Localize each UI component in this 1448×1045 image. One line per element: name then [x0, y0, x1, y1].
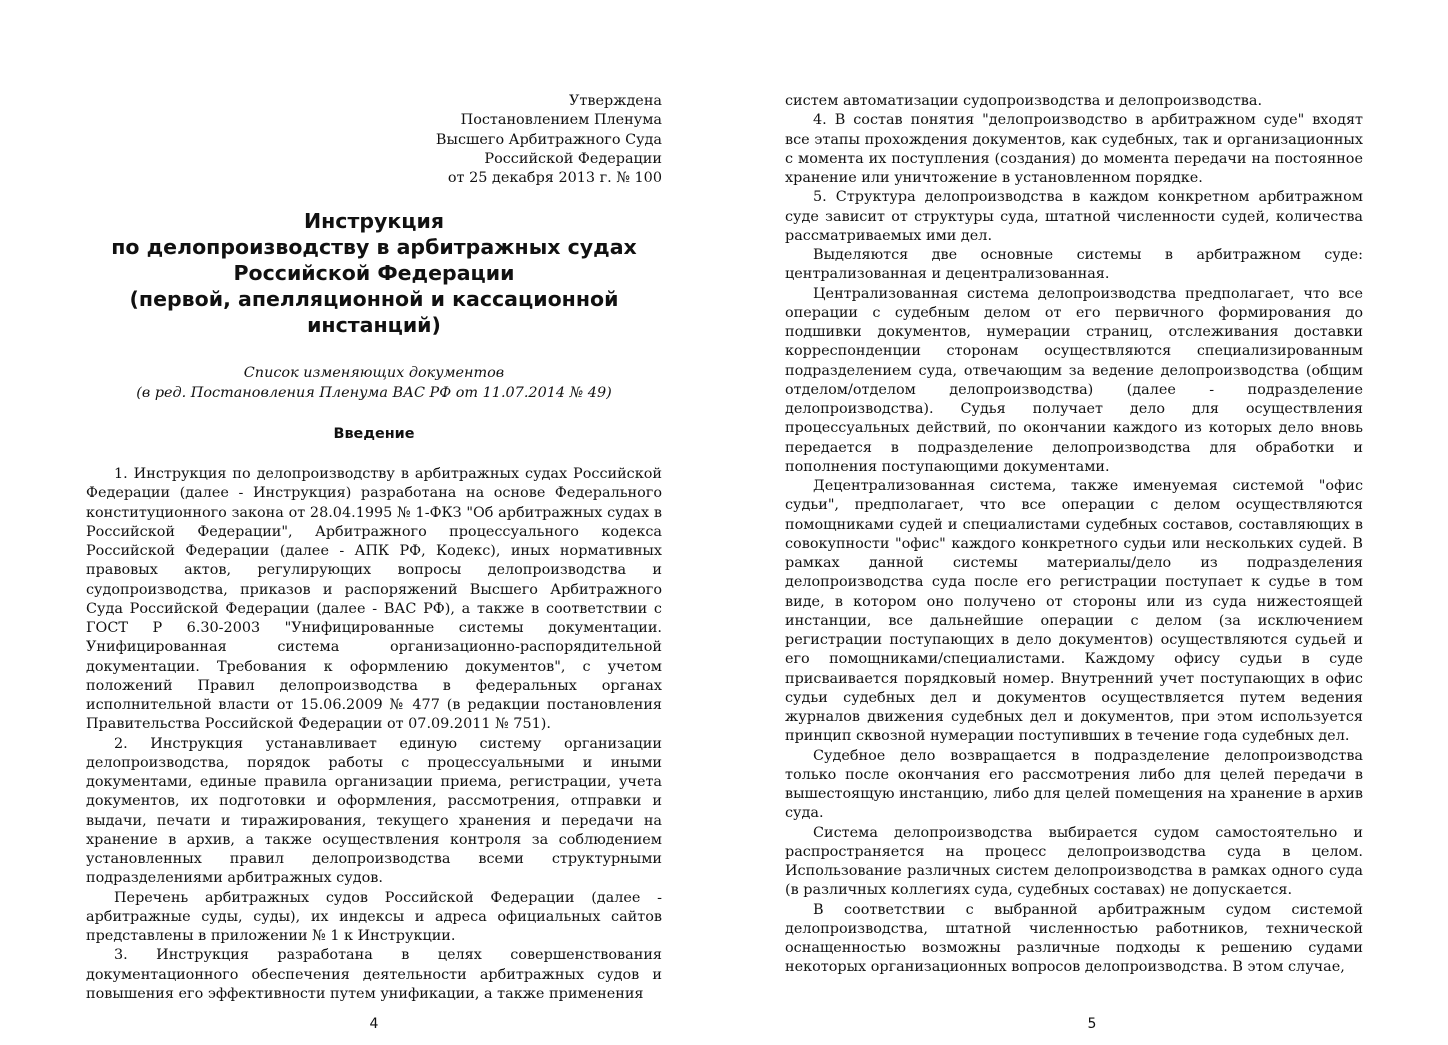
title-line: по делопроизводству в арбитражных судах [111, 235, 637, 260]
approval-line: Российской Федерации [484, 150, 662, 167]
left-paragraphs [86, 465, 662, 1004]
title-line: Инструкция [303, 209, 445, 234]
paragraph: Система делопроизводства выбирается судом самостоятельно и распространяется на процесс делопроизводства суда в целом. Использование различных систем делопроизводства в рамках одного суда (в различных коллегиях суда, судебных составах) не допускается. [785, 824, 1363, 899]
document-title [86, 208, 662, 338]
approval-block [86, 92, 662, 188]
paragraph: Выделяются две основные системы в арбитражном суде: централизованная и децентрализованная. [785, 247, 1363, 283]
paragraph: Судебное дело возвращается в подразделение делопроизводства только после окончания его рассмотрения либо для целей передачи в вышестоящую инстанцию, либо для целей помещения на хранение в архив суда. [785, 747, 1363, 822]
paragraph: Перечень арбитражных судов Российской Федерации (далее - арбитражные суды, суды), их индексы и адреса официальных сайтов представлены в приложении № 1 к Инструкции. [86, 889, 662, 944]
title-line: инстанций) [307, 313, 441, 338]
paragraph: 2. Инструкция устанавливает единую систему организации делопроизводства, порядок работы с процессуальными и иными документами, единые правила организации приема, регистрации, учета документов, их подготовки и оформления, рассмотрения, отправки и выдачи, печати и тиражирования, текущего хранения и передачи на хранение в архив, а также осуществления контроля за соблюдением установленных правил делопроизводства всеми структурными подразделениями арбитражных судов. [86, 735, 662, 887]
paragraph: Децентрализованная система, также именуемая системой "офис судьи", предполагает, что все операции с делом осуществляются помощниками судей и специалистами судебных составов, составляющих в совокупности "офис" каждого конкретного судьи или нескольких судей. В рамках данной системы материалы/дело из подразделения делопроизводства суда после его регистрации поступает к судье в том виде, в котором оно получено от стороны или из суда нижестоящей инстанции, все дальнейшие операции с делом (за исключением регистрации поступающих в дело документов) осуществляются судьей и его помощниками/специалистами. Каждому офису судьи в суде присваивается порядковый номер. Внутренний учет поступающих в офис судьи судебных дел и документов осуществляется путем ведения журналов движения судебных дел и документов, при этом используется принцип сквозной нумерации поступивших в течение года судебных дел. [785, 478, 1363, 745]
changes-list-reference: (в ред. Постановления Пленума ВАС РФ от 11.07.2014 № 49) [136, 384, 612, 401]
paragraph: Централизованная система делопроизводства предполагает, что все операции с судебным делом от его первичного формирования до подшивки документов, нумерации страниц, отслеживания доставки корреспонденции сторонам осуществляются специализированным подразделением суда, отвечающим за ведение делопроизводства (общим отделом/отделом делопроизводства) (далее - подразделение делопроизводства). Судья получает дело для осуществления процессуальных действий, по окончании каждого из которых дело вновь передается в подразделение делопроизводства для обработки и пополнения поступающими документами. [785, 285, 1363, 475]
title-line: (первой, апелляционной и кассационной [129, 287, 619, 312]
page-number: 5 [1087, 1016, 1097, 1032]
right-page-content [785, 92, 1363, 978]
paragraph: 4. В состав понятия "делопроизводство в арбитражном суде" входят все этапы прохождения документов, как судебных, так и организационных с момента их поступления (создания) до момента передачи на постоянное хранение или уничтожение в установленном порядке. [785, 112, 1363, 186]
paragraph-continuation: систем автоматизации судопроизводства и делопроизводства. [785, 93, 1263, 109]
left-page-content [86, 92, 662, 1004]
paragraph: В соответствии с выбранной арбитражным судом системой делопроизводства, штатной численностью работников, технической оснащенностью возможны различные подходы к решению судами некоторых организационных вопросов делопроизводства. В этом случае, [785, 901, 1363, 976]
approval-line: Постановлением Пленума [460, 112, 662, 129]
paragraph: 5. Структура делопроизводства в каждом конкретном арбитражном суде зависит от структуры суда, штатной численности судей, количества рассматриваемых ими дел. [785, 189, 1363, 244]
approval-line: Утверждена [569, 93, 662, 109]
approval-line: Высшего Арбитражного Суда [435, 131, 662, 148]
right-page [724, 0, 1448, 1045]
paragraph: 3. Инструкция разработана в целях совершенствования документационного обеспечения деятельности арбитражных судов и повышения его эффективности путем унификации, а также применения [86, 947, 662, 1002]
title-line: Российской Федерации [233, 261, 515, 286]
paragraph: 1. Инструкция по делопроизводству в арбитражных судах Российской Федерации (далее - Инструкция) разработана на основе Федерального конституционного закона от 28.04.1995 № 1-ФКЗ "Об арбитражных судах в Российской Федерации", Арбитражного процессуального кодекса Российской Федерации (далее - АПК РФ, Кодекс), иных нормативных правовых актов, регулирующих вопросы делопроизводства и судопроизводства, приказов и распоряжений Высшего Арбитражного Суда Российской Федерации (далее - ВАС РФ), а также в соответствии с ГОСТ Р 6.30-2003 "Унифицированные системы документации. Унифицированная система организационно-распорядительной документации. Требования к оформлению документов", с учетом положений Правил делопроизводства в федеральных органах исполнительной власти от 15.06.2009 № 477 (в редакции постановления Правительства Российской Федерации от 07.09.2011 № 751). [86, 466, 662, 733]
page-number: 4 [369, 1016, 379, 1032]
approval-line: от 25 декабря 2013 г. № 100 [447, 170, 662, 186]
changes-list-title: Список изменяющих документов [243, 365, 505, 382]
section-heading-introduction: Введение [333, 425, 415, 442]
changes-list [86, 364, 662, 403]
